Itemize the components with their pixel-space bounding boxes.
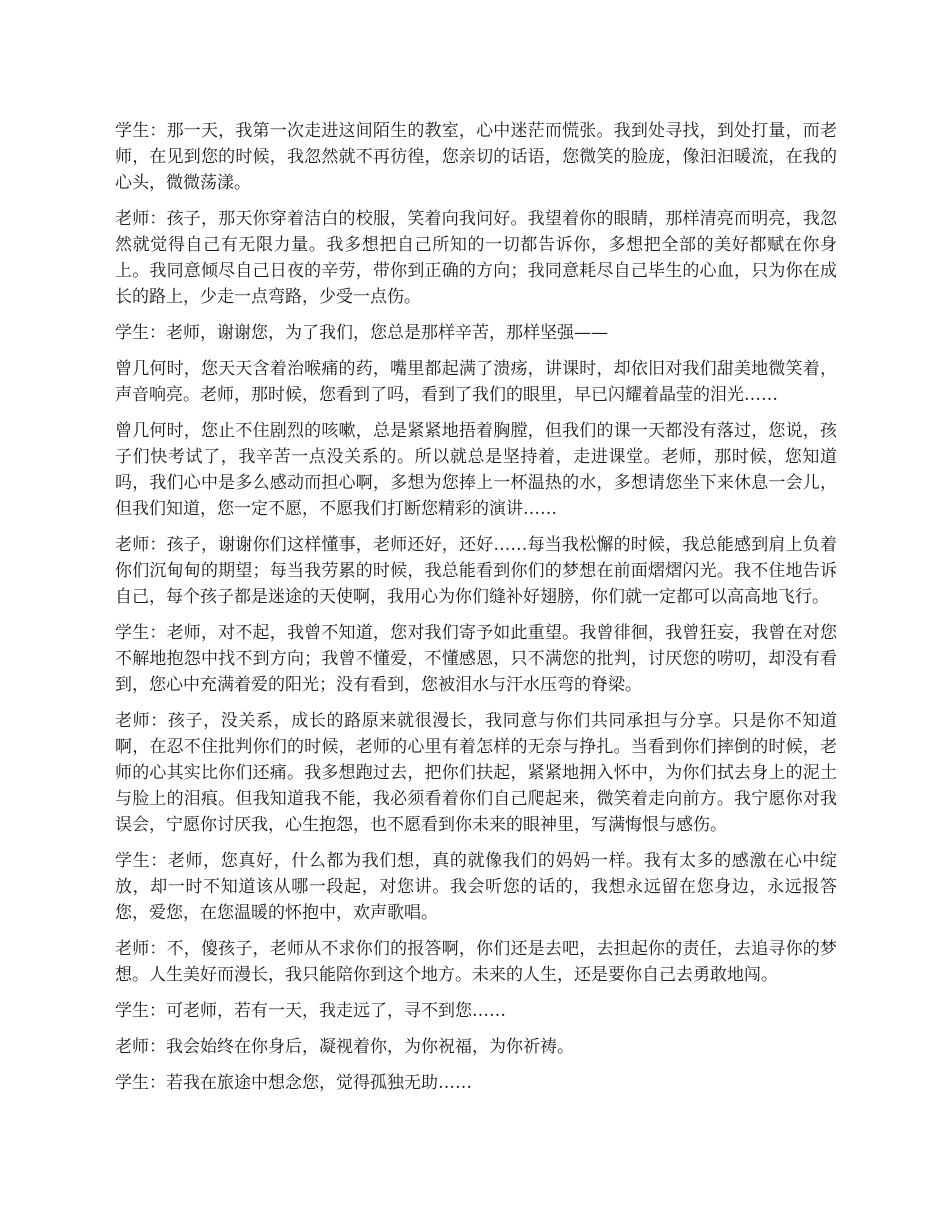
dialogue-paragraph: 曾几何时，您止不住剧烈的咳嗽，总是紧紧地捂着胸膛，但我们的课一天都没有落过，您说，孩子们快考试了，我辛苦一点没关系的。所以就总是坚持着，走进课堂。老师，那时候，您知道吗，我们心中是多么感动而担心啊，多想为您捧上一杯温热的水，多想请您坐下来休息一会儿，但我们知道，您一定不愿，不愿我们打断您精彩的演讲…… [115, 421, 837, 519]
dialogue-paragraph: 曾几何时，您天天含着治喉痛的药，嘴里都起满了溃疡，讲课时，却依旧对我们甜美地微笑着，声音响亮。老师，那时候，您看到了吗，看到了我们的眼里，早已闪耀着晶莹的泪光…… [115, 359, 837, 405]
dialogue-paragraph: 学生：老师，谢谢您，为了我们，您总是那样辛苦，那样坚强—— [115, 323, 608, 343]
dialogue-paragraph: 学生：老师，您真好，什么都为我们想，真的就像我们的妈妈一样。我有太多的感激在心中绽放，却一时不知道该从哪一段起，对您讲。我会听您的话的，我想永远留在您身边，永远报答您，爱您，在您温暖的怀抱中，欢声歌唱。 [115, 851, 837, 923]
dialogue-paragraph: 老师：孩子，那天你穿着洁白的校服，笑着向我问好。我望着你的眼睛，那样清亮而明亮，我忽然就觉得自己有无限力量。我多想把自己所知的一切都告诉你，多想把全部的美好都赋在你身上。我同意倾尽自己日夜的辛劳，带你到正确的方向；我同意耗尽自己毕生的心血，只为你在成长的路上，少走一点弯路，少受一点伤。 [115, 209, 837, 307]
dialogue-paragraph: 老师：我会始终在你身后，凝视着你，为你祝福，为你祈祷。 [115, 1037, 574, 1057]
dialogue-paragraph: 学生：若我在旅途中想念您，觉得孤独无助…… [115, 1073, 472, 1093]
dialogue-paragraph: 老师：不，傻孩子，老师从不求你们的报答啊，你们还是去吧，去担起你的责任，去追寻你的梦想。人生美好而漫长，我只能陪你到这个地方。未来的人生，还是要你自己去勇敢地闯。 [115, 939, 837, 985]
dialogue-paragraph: 学生：那一天，我第一次走进这间陌生的教室，心中迷茫而慌张。我到处寻找，到处打量，而老师，在见到您的时候，我忽然就不再彷徨，您亲切的话语，您微笑的脸庞，像汩汩暖流，在我的心头，微微荡漾。 [115, 121, 837, 193]
dialogue-paragraph: 老师：孩子，没关系，成长的路原来就很漫长，我同意与你们共同承担与分享。只是你不知道啊，在忍不住批判你们的时候，老师的心里有着怎样的无奈与挣扎。当看到你们摔倒的时候，老师的心其实比你们还痛。我多想跑过去，把你们扶起，紧紧地拥入怀中，为你们拭去身上的泥土与脸上的泪痕。但我知道我不能，我必须看着你们自己爬起来，微笑着走向前方。我宁愿你对我误会，宁愿你讨厌我，心生抱怨，也不愿看到你未来的眼神里，写满悔恨与感伤。 [115, 711, 837, 835]
dialogue-paragraph: 老师：孩子，谢谢你们这样懂事，老师还好，还好……每当我松懈的时候，我总能感到肩上负着你们沉甸甸的期望；每当我劳累的时候，我总能看到你们的梦想在前面熠熠闪光。我不住地告诉自己，每个孩子都是迷途的天使啊，我用心为你们缝补好翅膀，你们就一定都可以高高地飞行。 [115, 535, 837, 607]
dialogue-paragraph: 学生：老师，对不起，我曾不知道，您对我们寄予如此重望。我曾徘徊，我曾狂妄，我曾在对您不解地抱怨中找不到方向；我曾不懂爱，不懂感恩，只不满您的批判，讨厌您的唠叨，却没有看到，您心中充满着爱的阳光；没有看到，您被泪水与汗水压弯的脊梁。 [115, 623, 837, 695]
document-body [115, 118, 837, 1106]
dialogue-paragraph: 学生：可老师，若有一天，我走远了，寻不到您…… [115, 1001, 506, 1021]
